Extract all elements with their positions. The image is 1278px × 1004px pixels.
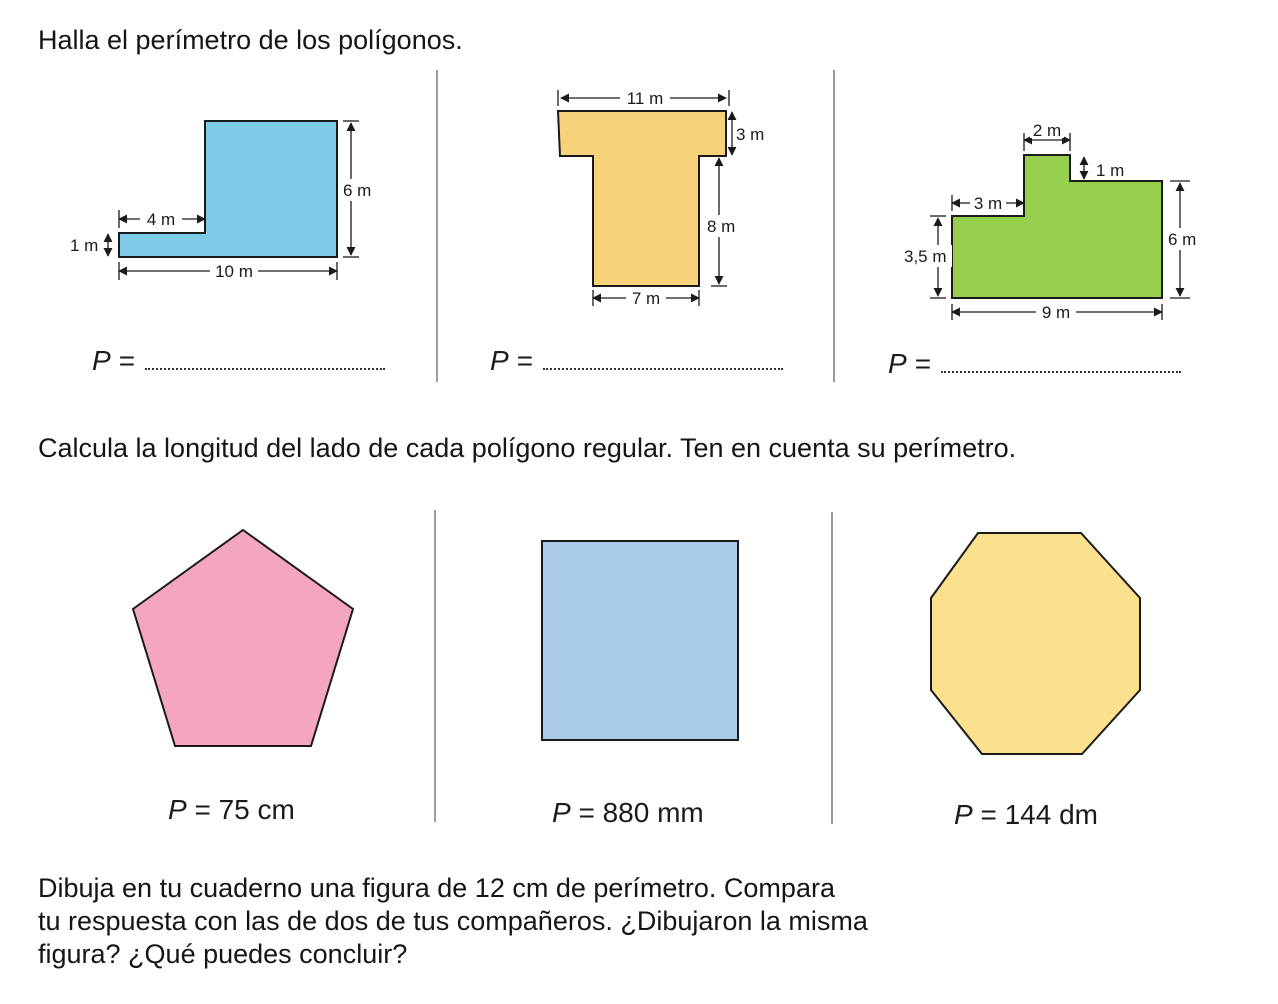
square-shape — [542, 541, 738, 740]
label-7m: 7 m — [631, 289, 661, 308]
answer-blank[interactable] — [941, 365, 1181, 373]
column-divider — [833, 70, 835, 382]
pentagon-shape — [133, 530, 353, 746]
octagon-shape — [931, 533, 1140, 754]
label-9m: 9 m — [1041, 303, 1071, 322]
square-figure — [530, 530, 750, 750]
label-1m-step: 1 m — [1096, 161, 1125, 180]
label-3m: 3 m — [736, 125, 765, 144]
l-shape-polygon — [119, 121, 337, 257]
column-divider — [436, 70, 438, 382]
octagon-figure — [920, 525, 1150, 765]
label-1m: 1 m — [70, 236, 99, 255]
perimeter-square: P = 880 mm — [552, 797, 704, 828]
exercise1-title: Halla el perímetro de los polígonos. — [38, 25, 463, 55]
exercise3-text: Dibuja en tu cuaderno una figura de 12 cm de perímetro. Compara tu respuesta con las de dos de tus compañeros. ¿Dibujaron la misma figura? ¿Qué puedes concluir? — [38, 873, 868, 969]
perimeter-pentagon: P = 75 cm — [168, 794, 295, 825]
step-shape-polygon — [952, 155, 1162, 298]
label-3-5m: 3,5 m — [904, 247, 947, 266]
t-shape-polygon — [558, 111, 726, 286]
label-2m: 2 m — [1032, 121, 1062, 140]
label-6m: 6 m — [343, 181, 372, 200]
answer-line: P = — [490, 345, 783, 377]
label-6m-right: 6 m — [1168, 230, 1197, 249]
column-divider — [434, 510, 436, 822]
answer-blank[interactable] — [543, 362, 783, 370]
pentagon-figure — [120, 520, 370, 760]
label-10m: 10 m — [215, 262, 253, 281]
label-4m: 4 m — [146, 210, 176, 229]
exercise2-title: Calcula la longitud del lado de cada polígono regular. Ten en cuenta su perímetro. — [38, 433, 1017, 463]
t-shape-figure — [540, 85, 780, 315]
label-3m-left: 3 m — [973, 194, 1003, 213]
label-11m: 11 m — [626, 89, 664, 108]
answer-line: P = — [888, 348, 1181, 380]
l-shape-figure — [60, 105, 380, 295]
answer-blank[interactable] — [145, 362, 385, 370]
label-8m: 8 m — [707, 217, 736, 236]
step-shape-figure — [895, 115, 1215, 325]
answer-line: P = — [92, 345, 385, 377]
perimeter-octagon: P = 144 dm — [954, 799, 1098, 830]
column-divider — [831, 512, 833, 824]
